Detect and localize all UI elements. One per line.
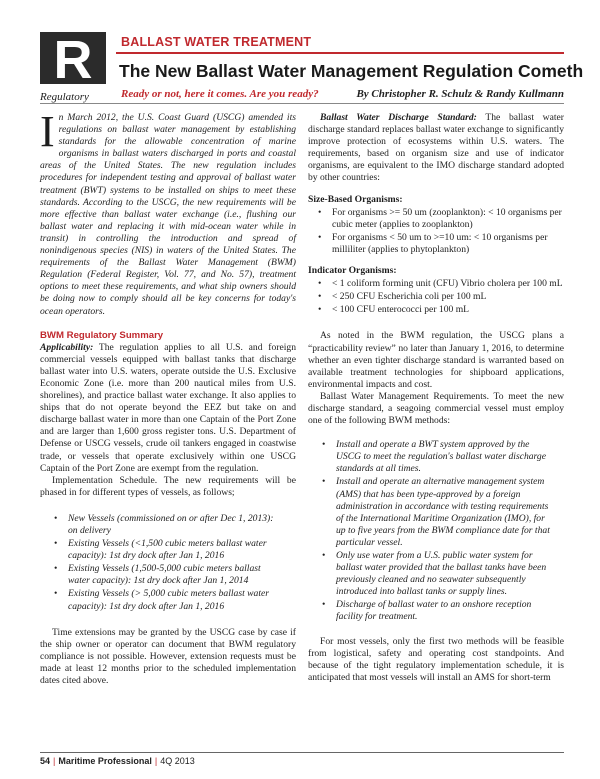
publication-name: Maritime Professional (58, 756, 152, 766)
list-item: • For organisms >= 50 um (zooplankton): < 10 organisms per cubic meter (applies to zooplankton) (318, 206, 562, 230)
size-list (308, 207, 564, 256)
schedule-paragraph: Implementation Schedule. The new requirements will be phased in for different types of vessels, as follows; (40, 474, 296, 498)
article-title: The New Ballast Water Management Regulation Cometh (119, 61, 584, 81)
intro-paragraph (40, 107, 296, 318)
list-item: • For organisms < 50 um to >=10 um: < 10 organisms per milliliter (applies to phytoplankton) (318, 231, 548, 255)
byline: By Christopher R. Schulz & Randy Kullmann (356, 88, 564, 100)
list-item: • Discharge of ballast water to an onshore reception facility for treatment. (322, 599, 532, 623)
list-item: • Install and operate an alternative management system (AMS) that has been type-approved by a foreign administration in accordance with testing requirements of the International Maritime Organization (IMO), for up to five years from the BWM compliance date for that particular vessel. (322, 476, 550, 548)
indicator-list (308, 278, 564, 316)
list-item: • Existing Vessels (1,500-5,000 cubic meters ballast water capacity): 1st dry dock after Jan 1, 2014 (54, 563, 261, 587)
applicability-label: Applicability: (40, 341, 94, 353)
category-label: Regulatory (40, 91, 89, 103)
indicator-heading: Indicator Organisms: (308, 265, 397, 277)
review-paragraph: As noted in the BWM regulation, the USCG plans a “practicability review” no later than January 1, 2016, to determine whether an even tighter discharge standard is warranted based on available treatment technologies for shipboard applications, environmental impacts and cost. (308, 330, 564, 390)
summary-heading: BWM Regulatory Summary (40, 329, 164, 341)
list-item: • < 250 CFU Escherichia coli per 100 mL (318, 291, 487, 303)
left-column (40, 107, 296, 687)
methods-list (308, 439, 564, 623)
drop-cap: I (40, 107, 55, 156)
discharge-paragraph (308, 112, 564, 185)
page-footer: 54 | Maritime Professional | 4Q 2013 (40, 752, 564, 766)
list-item: • Existing Vessels (<1,500 cubic meters ballast water capacity): 1st dry dock after Jan 1, 2016 (54, 538, 267, 562)
list-item: • < 1 coliform forming unit (CFU) Vibrio cholera per 100 mL (318, 278, 563, 290)
list-item: • New Vessels (commissioned on or after Dec 1, 2013): on delivery (54, 512, 274, 536)
discharge-text: The ballast water discharge standard replaces ballast water exchange to significantly improve protection of ecosystems within U.S. waters. The requirements, based on organism size and use of indicator organisms, are equivalent to the IMO discharge standard adopted by other countries: (308, 112, 564, 184)
discharge-label: Ballast Water Discharge Standard: (320, 112, 477, 123)
section-kicker: BALLAST WATER TREATMENT (121, 35, 312, 49)
divider (40, 103, 564, 104)
extension-paragraph: Time extensions may be granted by the USCG case by case if the ship owner or operator can document that BWM regulatory compliance is not possible. However, extension requests must be made at least 12 months prior to the scheduled implementation dates cited above. (40, 626, 296, 687)
list-item: • Existing Vessels (> 5,000 cubic meters ballast water capacity): 1st dry dock after Jan 1, 2016 (54, 588, 269, 612)
list-item: • Install and operate a BWT system approved by the USCG to meet the regulation's ballast water discharge standards at all times. (322, 439, 546, 475)
closing-paragraph: For most vessels, only the first two methods will be feasible from logistical, safety and operating cost standpoints. And because of the tight regulatory implementation schedule, it is anticipated that most vessels will install an AMS for short-term (308, 635, 564, 683)
applicability-text: The regulation applies to all U.S. and foreign commercial vessels equipped with ballast tanks that discharge ballast water into U.S. waters, operate outside the U.S. Exclusive Economic Zone (i.e. more than 200 nautical miles from U.S. shorelines), and practice ballast water exchange. It also applies to ships that do not operate beyond the EEZ but take on and discharge ballast water in more than one Captain of the Port Zone and are larger than 1,600 gross register tons. U.S. Department of Defense or USCG vessels, crude oil tankers engaged in coastwise trade, or vessels that operate exclusively within one USCG Captain of the Port Zone are exempt from the regulation. (40, 341, 296, 474)
requirements-paragraph: Ballast Water Management Requirements. To meet the new discharge standard, a seagoing commercial vessel must employ one of the following BWM methods: (308, 390, 564, 427)
issue-label: 4Q 2013 (160, 756, 195, 766)
article-deck: Ready or not, here it comes. Are you ready? (121, 88, 319, 100)
intro-text: n March 2012, the U.S. Coast Guard (USCG) amended its regulations on ballast water management by establishing standards for the allowable concentration of marine organisms in ballast waters discharged in ports and coastal areas of the United States. The new regulation includes procedures for independent testing and approval of ballast water treatment (BWT) systems to be installed on ships to meet these standards. According to the USCG, the new requirements will be more effective than ballast water exchange (i.e., flushing our ballast water and replacing it with mid-ocean water while in transit) in controlling the introduction and spread of nonindigenous species (NIS) in waters of the United States. The requirements of the Ballast Water Management (BWM) Regulation (Federal Register, Vol. 77, and No. 57), treatment options to meet these requirements, and what ship owners should be doing now to comply should all be key concerns for today's ocean operators. (40, 112, 296, 317)
section-letter-badge: R (40, 32, 106, 84)
schedule-list (40, 513, 296, 613)
right-column (308, 112, 564, 684)
applicability-paragraph (40, 342, 296, 475)
page-number: 54 (40, 756, 51, 766)
list-item: • Only use water from a U.S. public water system for ballast water provided that the ballast tanks have been previously cleaned and no seawater subsequently introduced into ballast tanks or supply lines. (322, 550, 547, 598)
list-item: • < 100 CFU enterococci per 100 mL (318, 304, 470, 316)
header-rule (116, 52, 564, 54)
size-heading: Size-Based Organisms: (308, 193, 403, 205)
